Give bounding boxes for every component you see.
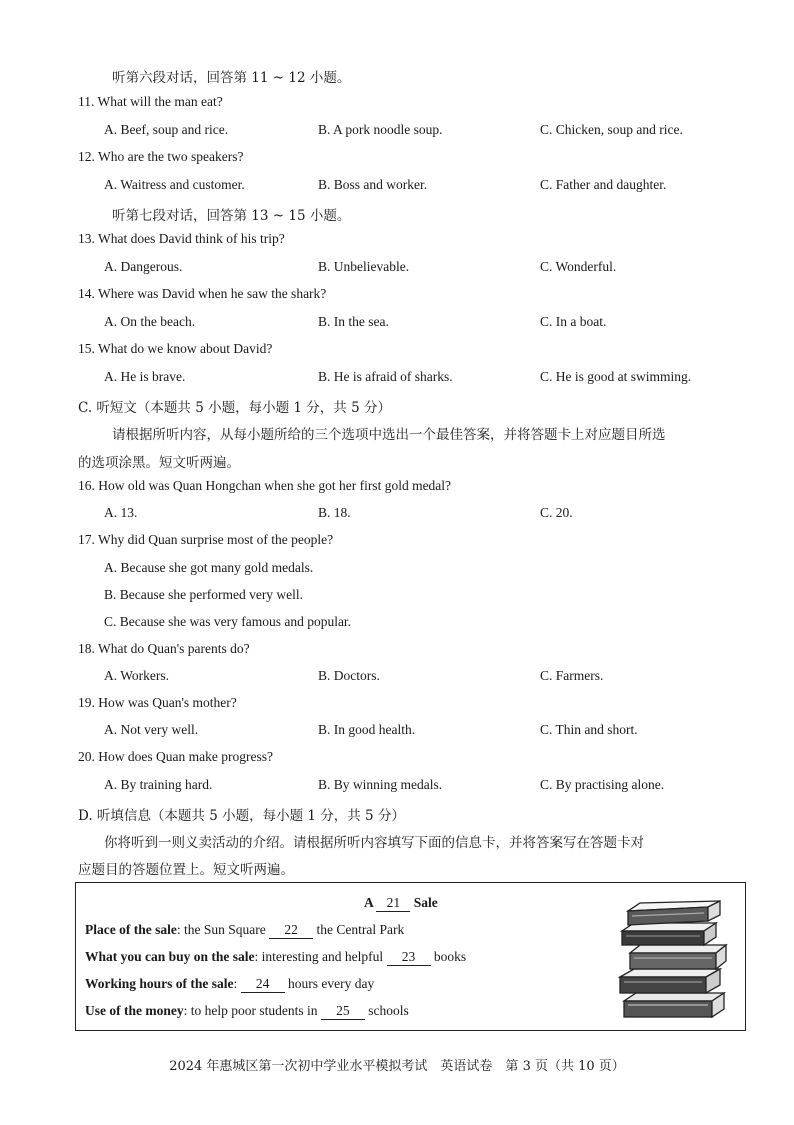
page-footer: 2024 年惠城区第一次初中学业水平模拟考试 英语试卷 第 3 页（共 10 页）	[169, 1059, 625, 1074]
question-16-option-b: B. 18.	[318, 505, 351, 520]
info-row-buy-text1: : interesting and helpful	[254, 949, 384, 964]
question-20-option-c: C. By practising alone.	[540, 777, 665, 792]
question-11: 11. What will the man eat?	[78, 94, 223, 109]
info-row-money	[85, 1003, 409, 1020]
question-18: 18. What do Quan's parents do?	[78, 641, 250, 656]
question-17-option-c: C. Because she was very famous and popular.	[104, 614, 352, 629]
question-15-option-b: B. He is afraid of sharks.	[318, 369, 453, 384]
question-14-option-b: B. In the sea.	[318, 314, 389, 329]
info-row-hours-text1: :	[233, 976, 238, 991]
question-17: 17. Why did Quan surprise most of the people?	[78, 532, 334, 547]
question-12: 12. Who are the two speakers?	[78, 149, 244, 164]
question-17-option-b: B. Because she performed very well.	[104, 587, 304, 602]
section-d-instruction-line2: 应题目的答题位置上。短文听两遍。	[78, 862, 294, 878]
question-11-option-c: C. Chicken, soup and rice.	[540, 122, 683, 137]
question-16: 16. How old was Quan Hongchan when she got her first gold medal?	[78, 478, 452, 493]
question-13-option-a: A. Dangerous.	[104, 259, 183, 274]
info-row-place-label: Place of the sale	[85, 922, 177, 937]
dialogue-7-instruction: 听第七段对话，回答第 13 ~ 15 小题。	[112, 208, 351, 224]
info-row-buy-label: What you can buy on the sale	[85, 949, 255, 964]
section-c-heading: C. 听短文（本题共 5 小题，每小题 1 分，共 5 分）	[78, 400, 391, 416]
question-12-option-a: A. Waitress and customer.	[104, 177, 245, 192]
question-11-option-b: B. A pork noodle soup.	[318, 122, 443, 137]
question-14-option-a: A. On the beach.	[104, 314, 196, 329]
question-17-option-a: A. Because she got many gold medals.	[104, 560, 314, 575]
section-c-instruction-line2: 的选项涂黑。短文听两遍。	[78, 455, 240, 471]
question-11-option-a: A. Beef, soup and rice.	[104, 122, 229, 137]
blank-24[interactable]: 24	[241, 976, 285, 993]
question-12-option-c: C. Father and daughter.	[540, 177, 667, 192]
info-card-title	[364, 895, 438, 912]
question-16-option-c: C. 20.	[540, 505, 573, 520]
question-18-option-c: C. Farmers.	[540, 668, 604, 683]
info-row-buy	[85, 949, 466, 966]
section-d-heading: D. 听填信息（本题共 5 小题，每小题 1 分，共 5 分）	[78, 808, 405, 824]
info-row-hours	[85, 976, 374, 993]
question-15-option-a: A. He is brave.	[104, 369, 186, 384]
dialogue-6-instruction: 听第六段对话，回答第 11 ~ 12 小题。	[112, 70, 351, 86]
info-row-hours-text2: hours every day	[288, 976, 375, 991]
blank-21[interactable]: 21	[376, 895, 410, 912]
blank-23[interactable]: 23	[387, 949, 431, 966]
info-card-title-a: A	[364, 895, 374, 910]
info-row-place	[85, 922, 404, 939]
question-19-option-a: A. Not very well.	[104, 722, 199, 737]
question-19: 19. How was Quan's mother?	[78, 695, 237, 710]
question-20-option-a: A. By training hard.	[104, 777, 213, 792]
question-13: 13. What does David think of his trip?	[78, 231, 285, 246]
question-13-option-c: C. Wonderful.	[540, 259, 617, 274]
section-c-instruction-line1: 请根据所听内容，从每小题所给的三个选项中选出一个最佳答案，并将答题卡上对应题目所选	[112, 427, 666, 443]
info-row-buy-text2: books	[433, 949, 467, 964]
info-card-title-sale: Sale	[413, 895, 438, 910]
question-19-option-c: C. Thin and short.	[540, 722, 638, 737]
info-row-hours-label: Working hours of the sale	[85, 976, 234, 991]
info-row-place-text1: : the Sun Square	[176, 922, 266, 937]
question-18-option-a: A. Workers.	[104, 668, 170, 683]
info-row-money-text2: schools	[368, 1003, 409, 1018]
question-15-option-c: C. He is good at swimming.	[540, 369, 692, 384]
blank-25[interactable]: 25	[321, 1003, 365, 1020]
question-14: 14. Where was David when he saw the shark?	[78, 286, 327, 301]
question-20-option-b: B. By winning medals.	[318, 777, 443, 792]
info-row-place-text2: the Central Park	[316, 922, 405, 937]
question-12-option-b: B. Boss and worker.	[318, 177, 428, 192]
info-card	[75, 882, 746, 1031]
question-19-option-b: B. In good health.	[318, 722, 416, 737]
books-stack-icon	[616, 897, 732, 1025]
question-18-option-b: B. Doctors.	[318, 668, 380, 683]
question-13-option-b: B. Unbelievable.	[318, 259, 410, 274]
question-20: 20. How does Quan make progress?	[78, 749, 273, 764]
question-16-option-a: A. 13.	[104, 505, 138, 520]
info-row-money-label: Use of the money	[85, 1003, 184, 1018]
question-14-option-c: C. In a boat.	[540, 314, 607, 329]
blank-22[interactable]: 22	[269, 922, 313, 939]
section-d-instruction-line1: 你将听到一则义卖活动的介绍。请根据所听内容填写下面的信息卡，并将答案写在答题卡对	[104, 835, 644, 851]
question-15: 15. What do we know about David?	[78, 341, 273, 356]
info-row-money-text1: : to help poor students in	[183, 1003, 318, 1018]
